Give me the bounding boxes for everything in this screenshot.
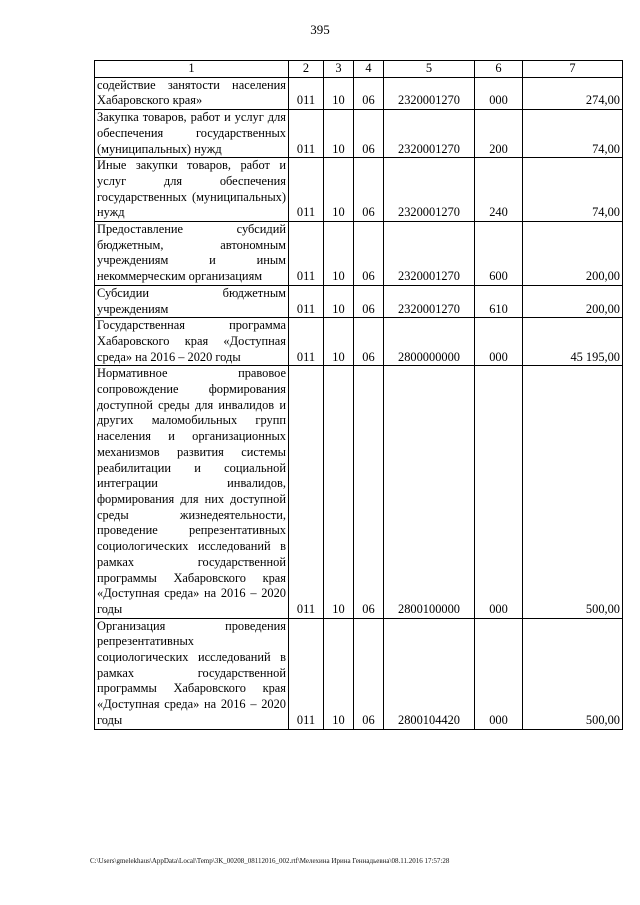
row-expense-type: 240 <box>475 158 523 222</box>
row-target-article: 2320001270 <box>384 77 475 109</box>
row-subsection: 06 <box>354 222 384 286</box>
row-name: Организация проведения репрезентативных социологических исследований в рамках государственной программы Хабаровского края «Доступная среда» на 2016 – 2020 годы <box>95 618 289 729</box>
table-row <box>95 285 623 317</box>
row-amount: 500,00 <box>523 618 623 729</box>
table-row <box>95 110 623 158</box>
row-ministry-code: 011 <box>289 158 324 222</box>
header-row <box>95 61 623 78</box>
row-subsection: 06 <box>354 285 384 317</box>
row-amount: 200,00 <box>523 285 623 317</box>
table-row <box>95 158 623 222</box>
row-target-article: 2320001270 <box>384 285 475 317</box>
row-ministry-code: 011 <box>289 222 324 286</box>
header-col-4: 4 <box>354 61 384 78</box>
row-subsection: 06 <box>354 77 384 109</box>
table-row <box>95 222 623 286</box>
row-expense-type: 610 <box>475 285 523 317</box>
table-row <box>95 318 623 366</box>
row-ministry-code: 011 <box>289 618 324 729</box>
header-col-1: 1 <box>95 61 289 78</box>
header-col-6: 6 <box>475 61 523 78</box>
row-name: Нормативное правовое сопровождение формирования доступной среды для инвалидов и других маломобильных групп населения и организационных механизмов развития системы реабилитации и социальной интеграции инвалидов, формирования для них доступной среды жизнедеятельности, проведение репрезентативных социологических исследований в рамках государственной программы Хабаровского края «Доступная среда» на 2016 – 2020 годы <box>95 366 289 618</box>
row-expense-type: 600 <box>475 222 523 286</box>
header-col-5: 5 <box>384 61 475 78</box>
row-ministry-code: 011 <box>289 366 324 618</box>
header-col-2: 2 <box>289 61 324 78</box>
row-section: 10 <box>324 318 354 366</box>
row-target-article: 2800104420 <box>384 618 475 729</box>
row-expense-type: 000 <box>475 366 523 618</box>
table-row <box>95 366 623 618</box>
row-expense-type: 000 <box>475 318 523 366</box>
row-amount: 500,00 <box>523 366 623 618</box>
row-target-article: 2320001270 <box>384 222 475 286</box>
row-name: Закупка товаров, работ и услуг для обеспечения государственных (муниципальных) нужд <box>95 110 289 158</box>
row-name: Иные закупки товаров, работ и услуг для обеспечения государственных (муниципальных) нужд <box>95 158 289 222</box>
row-subsection: 06 <box>354 158 384 222</box>
row-section: 10 <box>324 285 354 317</box>
row-target-article: 2800100000 <box>384 366 475 618</box>
row-ministry-code: 011 <box>289 77 324 109</box>
row-subsection: 06 <box>354 318 384 366</box>
row-target-article: 2320001270 <box>384 110 475 158</box>
row-section: 10 <box>324 77 354 109</box>
row-name: Предоставление субсидий бюджетным, автономным учреждениям и иным некоммерческим организациям <box>95 222 289 286</box>
row-section: 10 <box>324 618 354 729</box>
row-amount: 200,00 <box>523 222 623 286</box>
row-amount: 74,00 <box>523 110 623 158</box>
row-expense-type: 000 <box>475 618 523 729</box>
row-section: 10 <box>324 366 354 618</box>
row-target-article: 2320001270 <box>384 158 475 222</box>
page-number: 395 <box>310 22 330 37</box>
row-expense-type: 000 <box>475 77 523 109</box>
row-section: 10 <box>324 110 354 158</box>
row-subsection: 06 <box>354 110 384 158</box>
budget-table <box>94 60 623 730</box>
row-target-article: 2800000000 <box>384 318 475 366</box>
row-amount: 74,00 <box>523 158 623 222</box>
row-subsection: 06 <box>354 618 384 729</box>
row-ministry-code: 011 <box>289 110 324 158</box>
document-path-footer: C:\Users\gmelekhaus\AppData\Local\Temp\3K_00208_08112016_002.rtf\Мелехина Ирина Геннадьевна\08.11.2016 17:57:28 <box>90 857 450 865</box>
header-col-3: 3 <box>324 61 354 78</box>
table-row <box>95 77 623 109</box>
row-section: 10 <box>324 158 354 222</box>
row-name: содействие занятости населения Хабаровского края» <box>95 77 289 109</box>
row-amount: 45 195,00 <box>523 318 623 366</box>
row-name: Государственная программа Хабаровского края «Доступная среда» на 2016 – 2020 годы <box>95 318 289 366</box>
row-name: Субсидии бюджетным учреждениям <box>95 285 289 317</box>
row-amount: 274,00 <box>523 77 623 109</box>
row-expense-type: 200 <box>475 110 523 158</box>
row-ministry-code: 011 <box>289 318 324 366</box>
header-col-7: 7 <box>523 61 623 78</box>
table-row <box>95 618 623 729</box>
row-section: 10 <box>324 222 354 286</box>
row-subsection: 06 <box>354 366 384 618</box>
row-ministry-code: 011 <box>289 285 324 317</box>
